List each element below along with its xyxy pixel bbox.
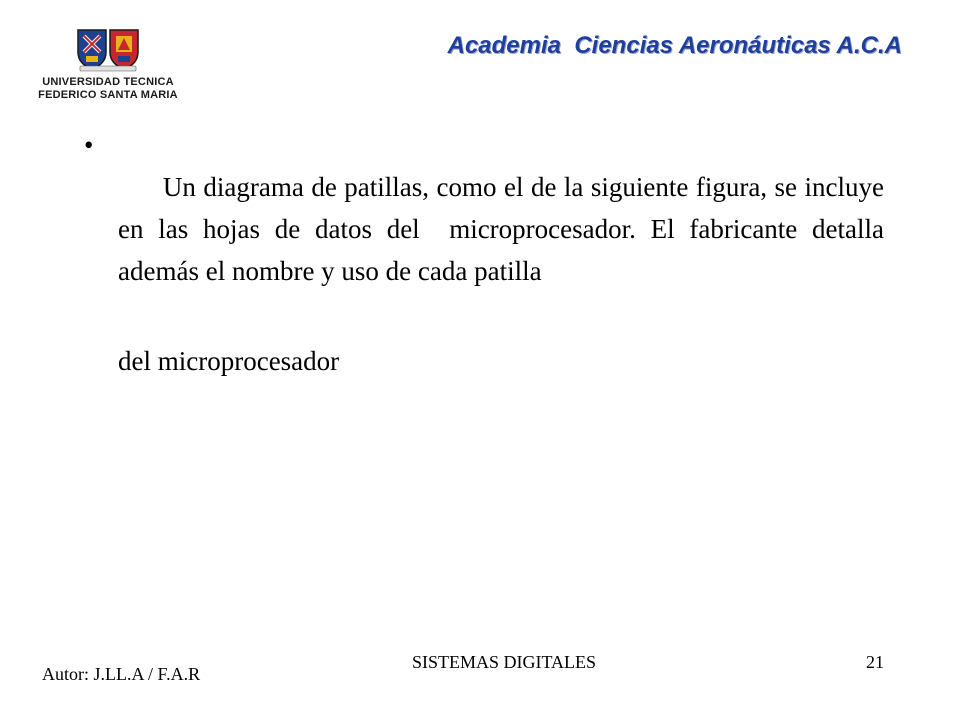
footer-author: Autor: J.LL.A / F.A.R (42, 664, 201, 684)
bullet-text-last-line: del microprocesador (118, 346, 340, 376)
bullet-glyph: • (84, 130, 94, 160)
university-crest-icon (74, 26, 142, 72)
page-number: 21 (866, 652, 884, 672)
bullet-text: Un diagrama de patillas, como el de la siguiente figura, se incluye en las hojas de datos del microprocesador. El fabricante detalla además el nombre y uso de cada patilla (118, 172, 891, 286)
logo-line-2: FEDERICO SANTA MARIA (38, 89, 178, 101)
slide-title: Academia Ciencias Aeronáuticas A.C.A (447, 32, 902, 59)
logo-line-1: UNIVERSIDAD TECNICA (42, 76, 174, 88)
footer-course: SISTEMAS DIGITALES (412, 652, 597, 672)
bullet-item (84, 124, 891, 466)
bullet-paragraph (118, 124, 891, 466)
university-logo (34, 26, 182, 102)
